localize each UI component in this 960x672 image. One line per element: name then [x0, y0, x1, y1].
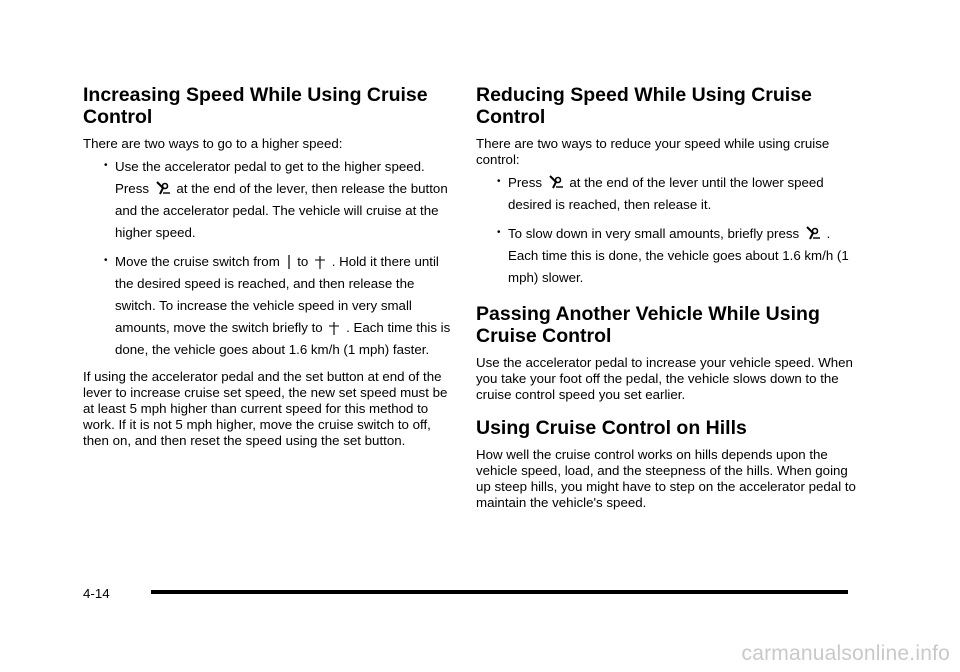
- list-item: [83, 156, 455, 244]
- heading-increasing-speed: Increasing Speed While Using Cruise Control: [83, 84, 428, 128]
- bullet-text: at the end of the lever until the lower speed desired is reached, then release it.: [508, 175, 824, 212]
- footer-rule: [151, 590, 848, 594]
- page-number: 4-14: [83, 586, 110, 601]
- left-column: [83, 84, 455, 449]
- bullet-text: Press: [508, 175, 542, 190]
- set-coast-icon: [548, 174, 564, 190]
- bullet-glyph: •: [104, 160, 108, 171]
- heading-reducing-speed: Reducing Speed While Using Cruise Control: [476, 84, 812, 128]
- set-coast-icon: [805, 225, 821, 241]
- hills-paragraph: How well the cruise control works on hills depends upon the vehicle speed, load, and the steepness of the hills. When going up steep hills, you might have to step on the accelerator pedal to maintain the vehicle's speed.: [476, 447, 856, 510]
- list-item: [83, 251, 455, 361]
- bullet-text: at the end of the lever, then release the button and the accelerator pedal. The vehicle will cruise at the higher speed.: [115, 181, 448, 240]
- watermark: carmanualsonline.info: [741, 642, 950, 665]
- right-column: [476, 84, 856, 511]
- reduce-bullet-list: [476, 172, 856, 289]
- bullet-glyph: •: [497, 176, 501, 187]
- increase-note-paragraph: If using the accelerator pedal and the set button at end of the lever to increase cruise set speed, the new set speed must be at least 5 mph higher than current speed for this method to work. If it is not 5 mph higher, move the cruise switch to off, then on, and then reset the speed using the set button.: [83, 369, 448, 448]
- increase-bullet-list: [83, 156, 455, 361]
- bullet-text: Move the cruise switch from: [115, 254, 280, 269]
- bullet-text: to: [297, 254, 309, 269]
- bullet-text: . Each time this is done, the vehicle goes about 1.6 km/h (1 mph) slower.: [508, 226, 849, 285]
- heading-passing-vehicle: Passing Another Vehicle While Using Cruise Control: [476, 303, 820, 347]
- bullet-text: . Hold it there until the desired speed is reached, and then release the switch. To increase the vehicle speed in very small amounts, move the switch briefly to: [115, 254, 439, 335]
- switch-plus-icon: [328, 321, 340, 335]
- switch-plus-icon: [314, 255, 326, 269]
- reduce-intro: There are two ways to reduce your speed while using cruise control:: [476, 136, 830, 167]
- list-item: [476, 172, 856, 216]
- heading-hills: Using Cruise Control on Hills: [476, 417, 747, 439]
- list-item: [476, 223, 856, 289]
- switch-on-icon: [286, 255, 292, 269]
- increase-intro: There are two ways to go to a higher speed:: [83, 136, 343, 151]
- bullet-glyph: •: [497, 227, 501, 238]
- bullet-text: Use the accelerator pedal to get to the higher speed. Press: [115, 159, 425, 196]
- bullet-text: To slow down in very small amounts, briefly press: [508, 226, 800, 241]
- bullet-glyph: •: [104, 255, 108, 266]
- passing-paragraph: Use the accelerator pedal to increase your vehicle speed. When you take your foot off the pedal, the vehicle slows down to the cruise control speed you set earlier.: [476, 355, 853, 402]
- resume-accel-icon: [155, 180, 171, 196]
- bullet-text: . Each time this is done, the vehicle goes about 1.6 km/h (1 mph) faster.: [115, 320, 451, 357]
